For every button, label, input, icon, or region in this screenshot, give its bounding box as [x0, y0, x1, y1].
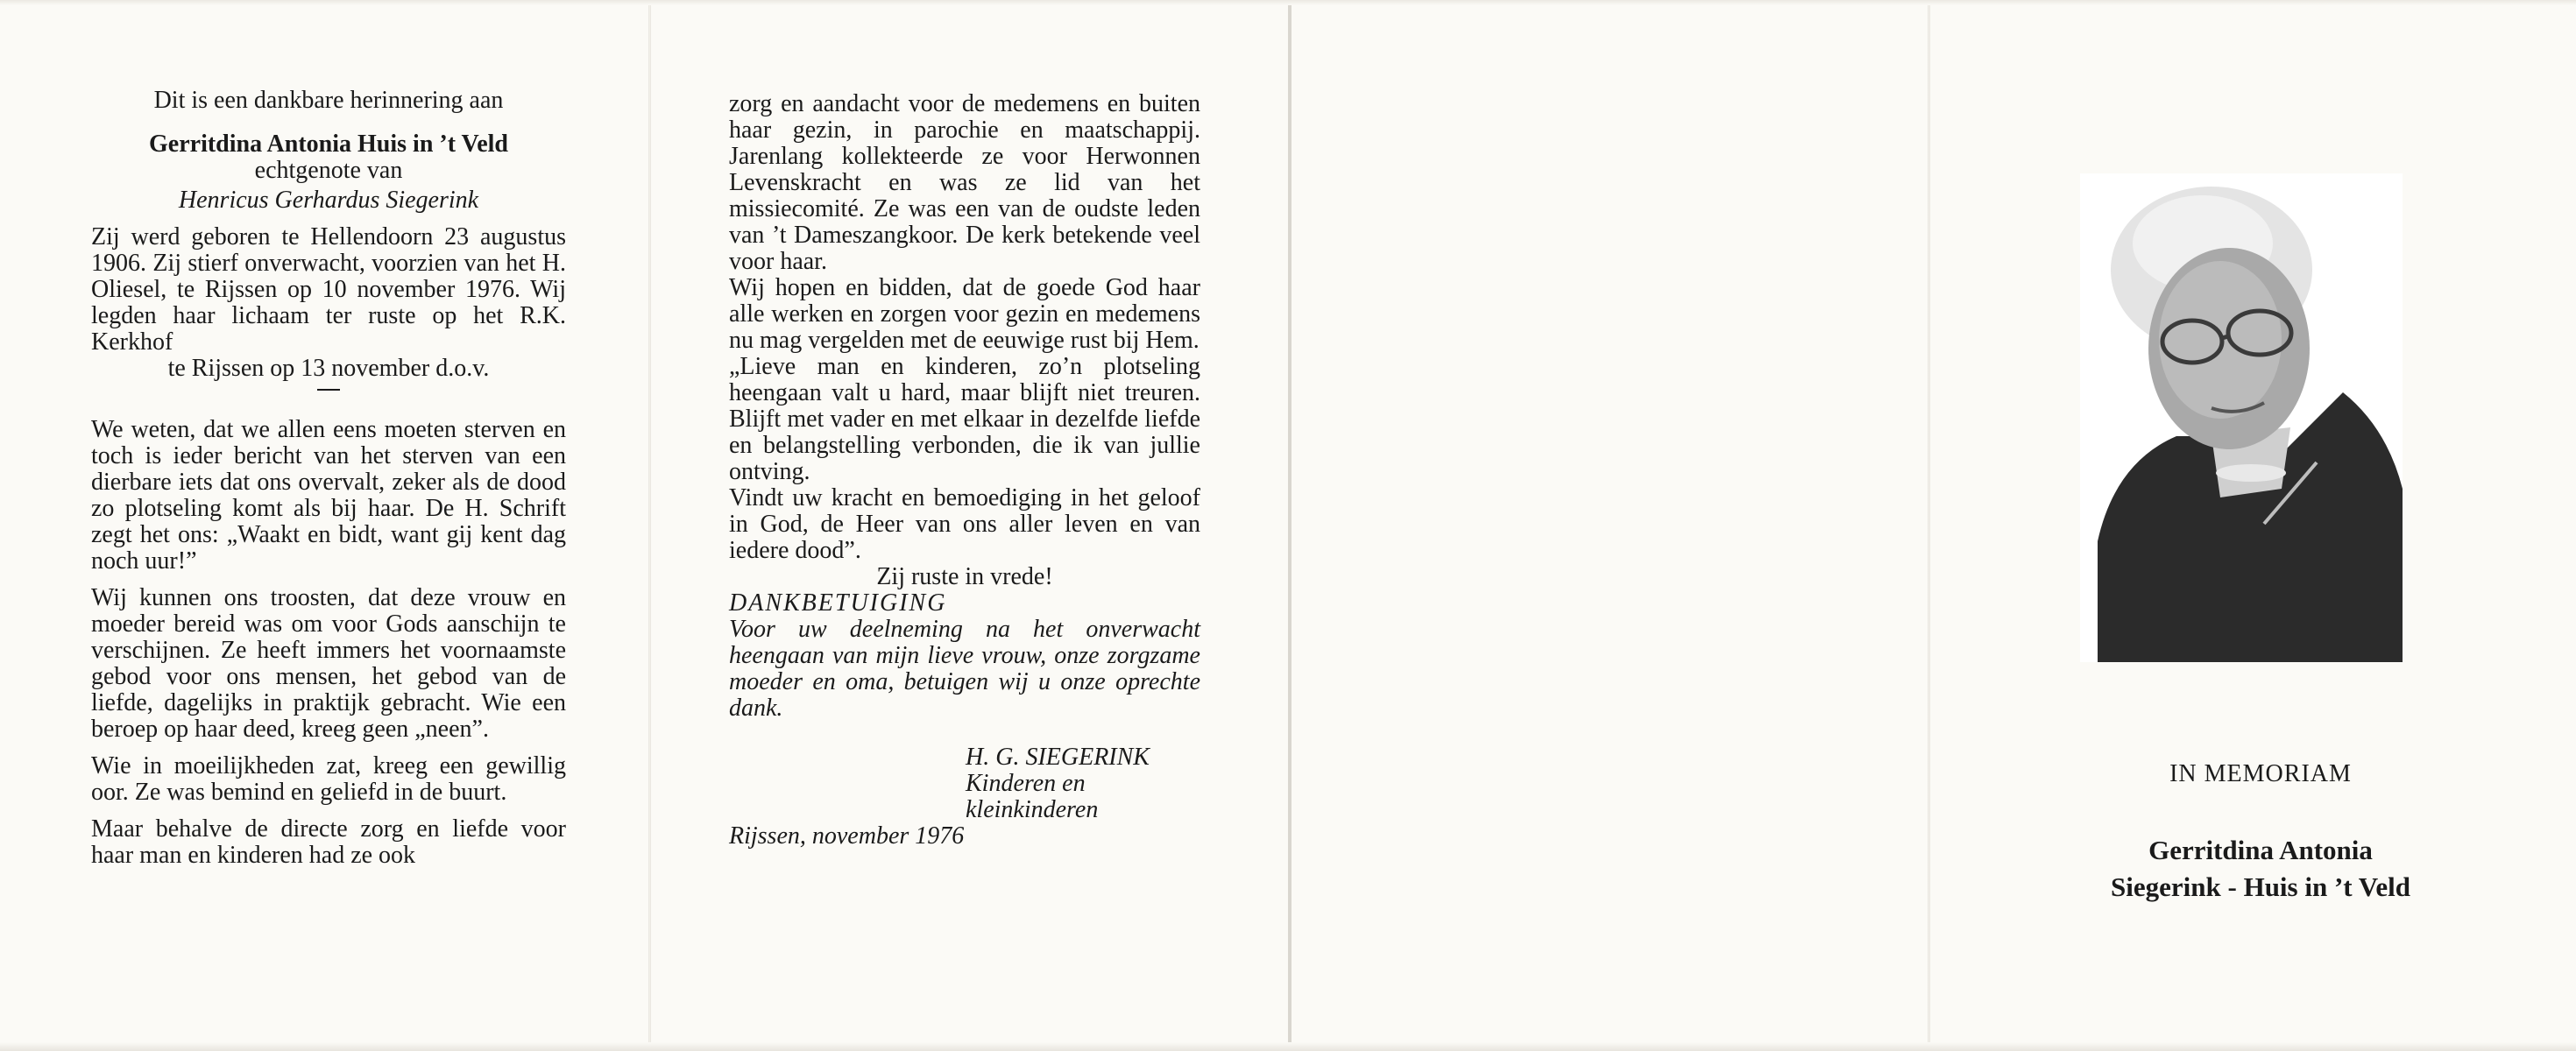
divider [317, 389, 340, 391]
text-paragraph: We weten, dat we allen eens moeten sterven en toch is ieder bericht van het sterven van een dierbare iets dat ons overvalt, zeker als de dood zo plotseling komt als bij haar. De H. Schrift zegt het ons: „Waakt en bidt, want gij kent dag noch uur!” [91, 416, 566, 575]
spouse-label: echtgenote van [254, 157, 403, 184]
right-panel [729, 91, 1200, 850]
fold-line [1928, 0, 1930, 1051]
paper-edge-top [0, 0, 2576, 5]
signature-block [966, 744, 1200, 823]
intro-line: Dit is een dankbare herinnering aan [153, 87, 504, 114]
cover-name-line: Siegerink - Huis in ’t Veld [2111, 871, 2410, 902]
bio-paragraph: Zij werd geboren te Hellendoorn 23 augustus 1906. Zij stierf onverwacht, voorzien van het H. Oliesel, te Rijssen op 10 november 1976. Wij legden haar lichaam ter ruste op het R.K. Kerkhof [91, 223, 566, 356]
bio-paragraph-end: te Rijssen op 13 november d.o.v. [167, 355, 490, 382]
deceased-name: Gerritdina Antonia Huis in ’t Veld [149, 130, 508, 158]
text-paragraph: „Lieve man en kinderen, zo’n plotseling heengaan valt u hard, maar blijft niet treuren. Blijft met vader en met elkaar in dezelfde liefde en belangstelling verbonden, die ik van jullie ontving. [729, 353, 1200, 485]
text-paragraph: Wij kunnen ons troosten, dat deze vrouw en moeder bereid was om voor Gods aanschijn te verschijnen. Ze heeft immers het voornaamste gebod voor ons mensen, het gebod van de liefde, dagelijks in praktijk gebracht. Wie een beroep op haar deed, kreeg geen „neen”. [91, 584, 566, 743]
portrait-photo [2080, 173, 2403, 662]
text-paragraph: Wie in moeilijkheden zat, kreeg een gewillig oor. Ze was bemind en geliefd in de buurt. [91, 752, 566, 806]
left-panel [91, 88, 566, 869]
fold-line [648, 0, 651, 1051]
signature-line: Kinderen en [966, 770, 1086, 797]
text-paragraph: Wij hopen en bidden, dat de goede God haar alle werken en zorgen voor gezin en medemens nu mag vergelden met de eeuwige rust bij Hem. [729, 274, 1200, 354]
place-date: Rijssen, november 1976 [729, 822, 965, 850]
cover-name [2015, 832, 2506, 906]
cover-name-line: Gerritdina Antonia [2148, 835, 2373, 865]
text-paragraph: Maar behalve de directe zorg en liefde voor haar man en kinderen had ze ook [91, 815, 566, 869]
thanks-text: Voor uw deelneming na het onverwacht heengaan van mijn lieve vrouw, onze zorgzame moeder en oma, betuigen wij u onze oprechte dank. [729, 616, 1200, 722]
paper-edge-bottom [0, 1042, 2576, 1051]
in-memoriam-label: IN MEMORIAM [2169, 760, 2352, 787]
rest-in-peace: Zij ruste in vrede! [876, 563, 1053, 590]
text-paragraph: zorg en aandacht voor de medemens en buiten haar gezin, in parochie en maatschappij. Jarenlang kollekteerde ze voor Herwonnen Levenskracht en was ze lid van het missiecomité. Ze was een van de oudste leden van ’t Dameszangkoor. De kerk betekende veel voor haar. [729, 90, 1200, 275]
text-paragraph: Vindt uw kracht en bemoediging in het geloof in God, de Heer van ons aller leven en van iedere dood”. [729, 484, 1200, 564]
thanks-block [729, 617, 1200, 722]
signature-line: H. G. SIEGERINK [966, 744, 1150, 771]
signature-line: kleinkinderen [966, 796, 1099, 823]
thanks-heading: DANKBETUIGING [729, 589, 947, 617]
spouse-name: Henricus Gerhardus Siegerink [178, 187, 479, 214]
